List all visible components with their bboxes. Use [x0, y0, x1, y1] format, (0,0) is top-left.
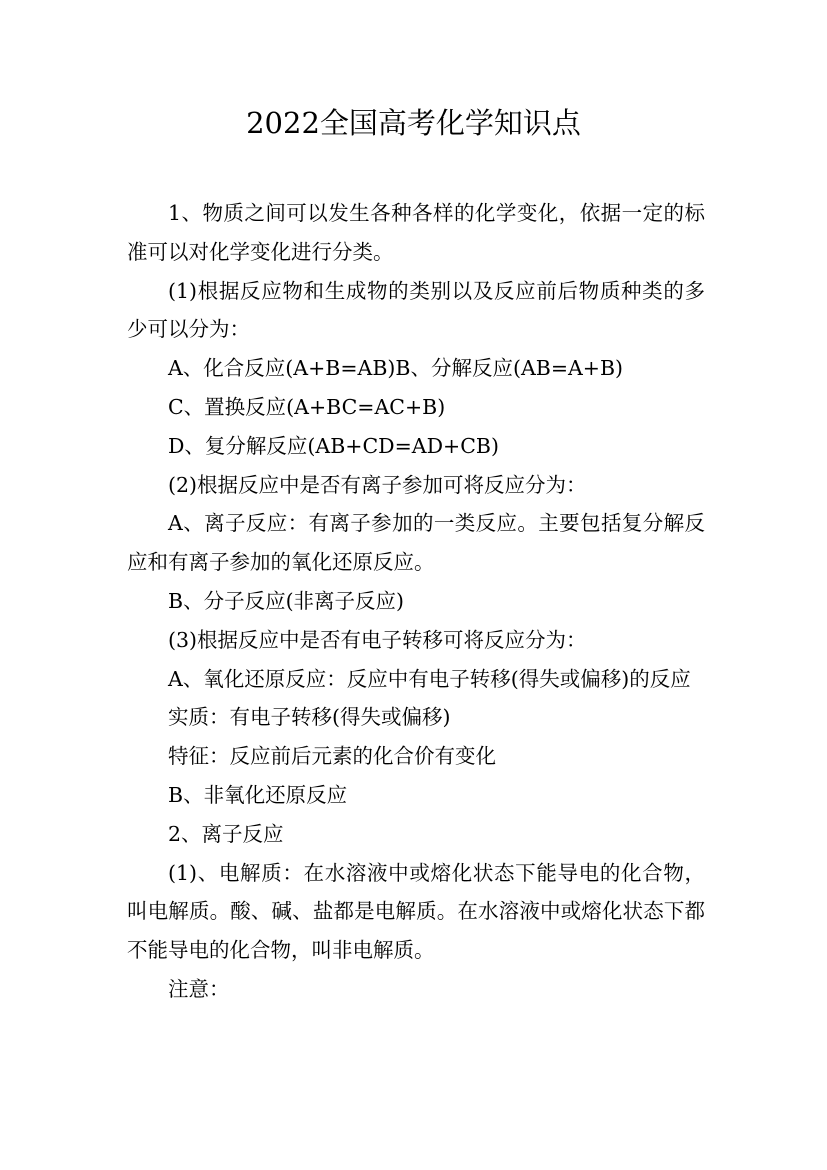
paragraph: (1)根据反应物和生成物的类别以及反应前后物质种类的多少可以分为：: [127, 278, 705, 342]
paragraph: (1)、电解质：在水溶液中或熔化状态下能导电的化合物，叫电解质。酸、碱、盐都是电解质。在水溶液中或熔化状态下都不能导电的化合物，叫非电解质。: [127, 860, 705, 963]
paragraph: B、非氧化还原反应: [168, 782, 348, 807]
paragraph: 1、物质之间可以发生各种各样的化学变化，依据一定的标准可以对化学变化进行分类。: [127, 201, 705, 264]
paragraph: A、氧化还原反应：反应中有电子转移(得失或偏移)的反应: [168, 666, 691, 691]
paragraph: D、复分解反应(AB+CD=AD+CB): [168, 433, 499, 458]
paragraph: (2)根据反应中是否有离子参加可将反应分为：: [168, 472, 587, 497]
document-title: 2022全国高考化学知识点: [246, 106, 581, 140]
paragraph: B、分子反应(非离子反应): [168, 588, 405, 613]
document-body: [127, 194, 705, 1009]
paragraph: A、离子反应：有离子参加的一类反应。主要包括复分解反应和有离子参加的氧化还原反应。: [127, 511, 705, 575]
paragraph: 特征：反应前后元素的化合价有变化: [168, 744, 496, 769]
paragraph: A、化合反应(A+B=AB)B、分解反应(AB=A+B): [168, 356, 624, 381]
paragraph: 2、离子反应: [168, 821, 284, 846]
paragraph: 注意：: [168, 976, 230, 1001]
paragraph: C、置换反应(A+BC=AC+B): [168, 394, 446, 419]
paragraph: (3)根据反应中是否有电子转移可将反应分为：: [168, 627, 587, 652]
paragraph: 实质：有电子转移(得失或偏移): [168, 705, 451, 730]
